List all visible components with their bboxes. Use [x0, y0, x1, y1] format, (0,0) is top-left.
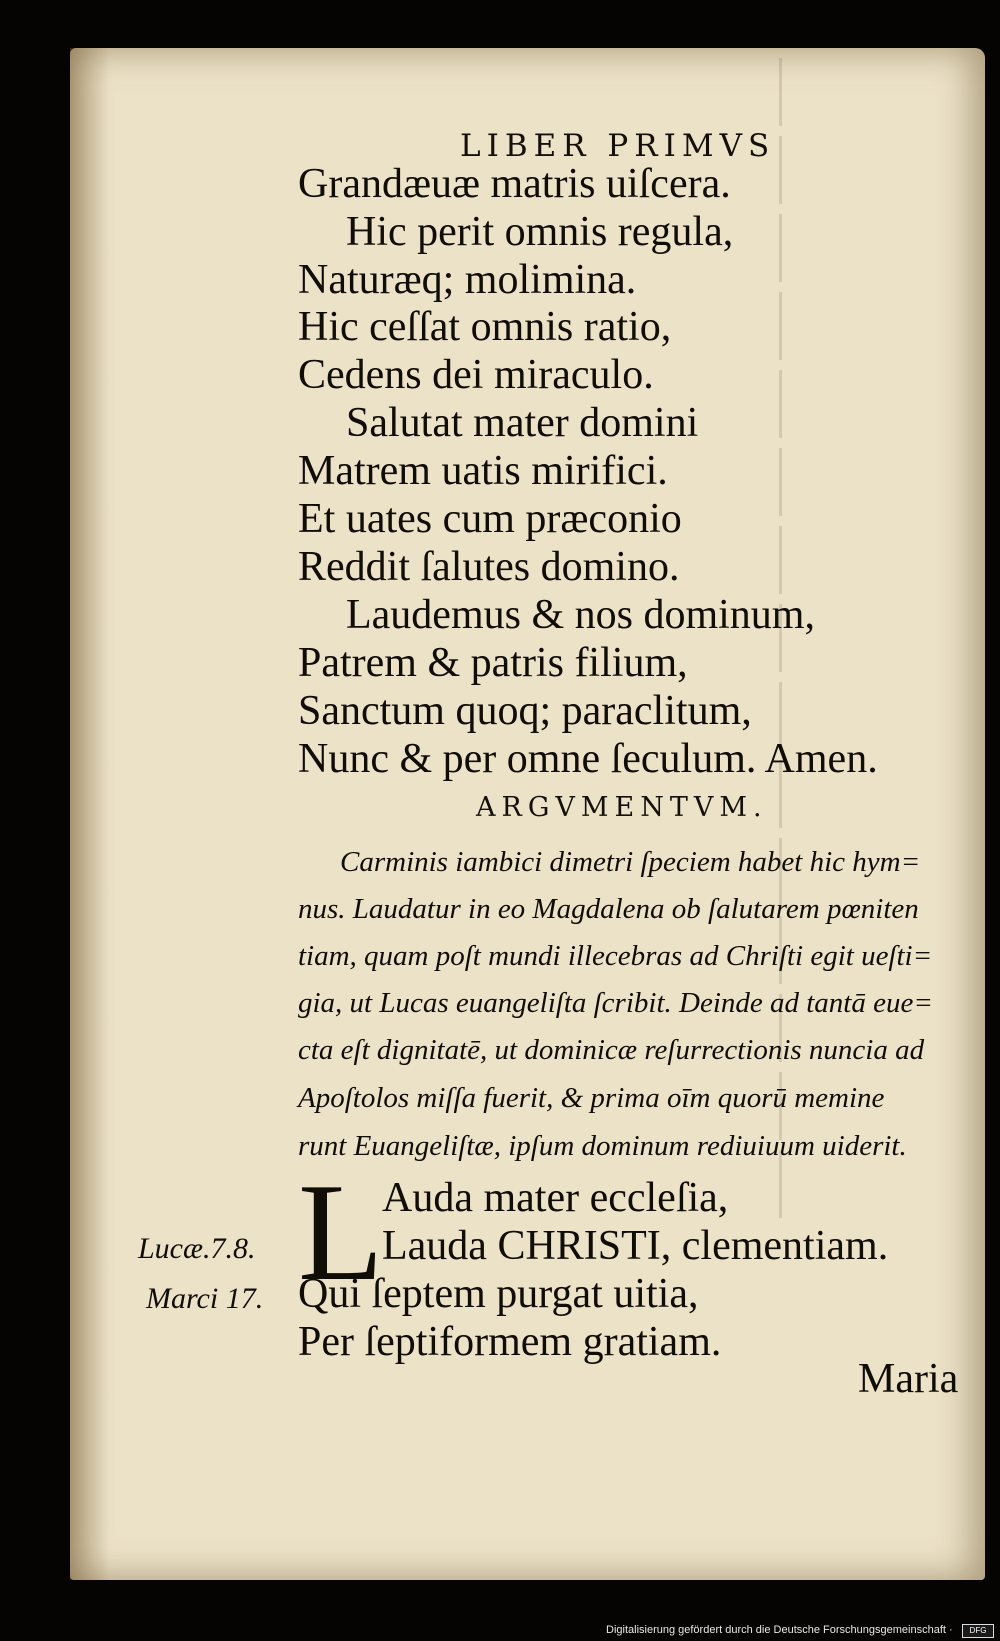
margin-note: Lucæ.7.8.	[138, 1232, 256, 1265]
footer-credit: Digitalisierung gefördert durch die Deutsche Forschungsgemeinschaft ·	[606, 1624, 953, 1636]
hymn-line: Auda mater eccleſia,	[382, 1175, 729, 1221]
argument-line: tiam, quam poſt mundi illecebras ad Chriſti egit ueſti=	[298, 940, 933, 972]
argument-line: gia, ut Lucas euangeliſta ſcribit. Deinde ad tantā eue=	[298, 987, 933, 1019]
hymn-line: Qui ſeptem purgat uitia,	[298, 1271, 699, 1317]
verse-line: Grandæuæ matris uiſcera.	[298, 161, 731, 207]
argument-line: nus. Laudatur in eo Magdalena ob ſalutarem pœniten	[298, 893, 919, 925]
argument-line: cta eſt dignitatē, ut dominicæ reſurrectionis nuncia ad	[298, 1034, 925, 1066]
verse-line: Naturæq; molimina.	[298, 257, 637, 303]
verse-line: Reddit ſalutes domino.	[298, 544, 680, 590]
verse-line: Patrem & patris filium,	[298, 640, 688, 686]
verse-line: Sanctum quoq; paraclitum,	[298, 688, 752, 734]
verse-line: Salutat mater domini	[346, 400, 699, 446]
verse-line: Cedens dei miraculo.	[298, 352, 654, 398]
argument-line: runt Euangeliſtæ, ipſum dominum rediuiuum uiderit.	[298, 1130, 907, 1162]
verse-line: Laudemus & nos dominum,	[346, 592, 815, 638]
catchword: Maria	[858, 1356, 959, 1402]
dfg-logo: DFG	[962, 1624, 994, 1638]
verse-line: Hic perit omnis regula,	[346, 209, 734, 255]
page-gutter-shadow	[70, 48, 110, 1580]
argument-line: Carminis iambici dimetri ſpeciem habet hic hym=	[340, 846, 921, 878]
verse-line: Hic ceſſat omnis ratio,	[298, 304, 672, 350]
verse-line: Matrem uatis mirifici.	[298, 448, 668, 494]
argument-title: ARGVMENTVM.	[476, 792, 768, 823]
argument-line: Apoſtolos miſſa fuerit, & prima oīm quorū memine	[298, 1082, 885, 1114]
hymn-line: Lauda CHRISTI, clementiam.	[382, 1223, 889, 1269]
running-header: LIBER PRIMVS	[460, 128, 776, 164]
drop-cap: L	[298, 1155, 384, 1310]
verse-line: Nunc & per omne ſeculum. Amen.	[298, 736, 878, 782]
hymn-line: Per ſeptiformem gratiam.	[298, 1319, 722, 1365]
verse-line: Et uates cum præconio	[298, 496, 682, 542]
margin-note: Marci 17.	[146, 1282, 264, 1315]
